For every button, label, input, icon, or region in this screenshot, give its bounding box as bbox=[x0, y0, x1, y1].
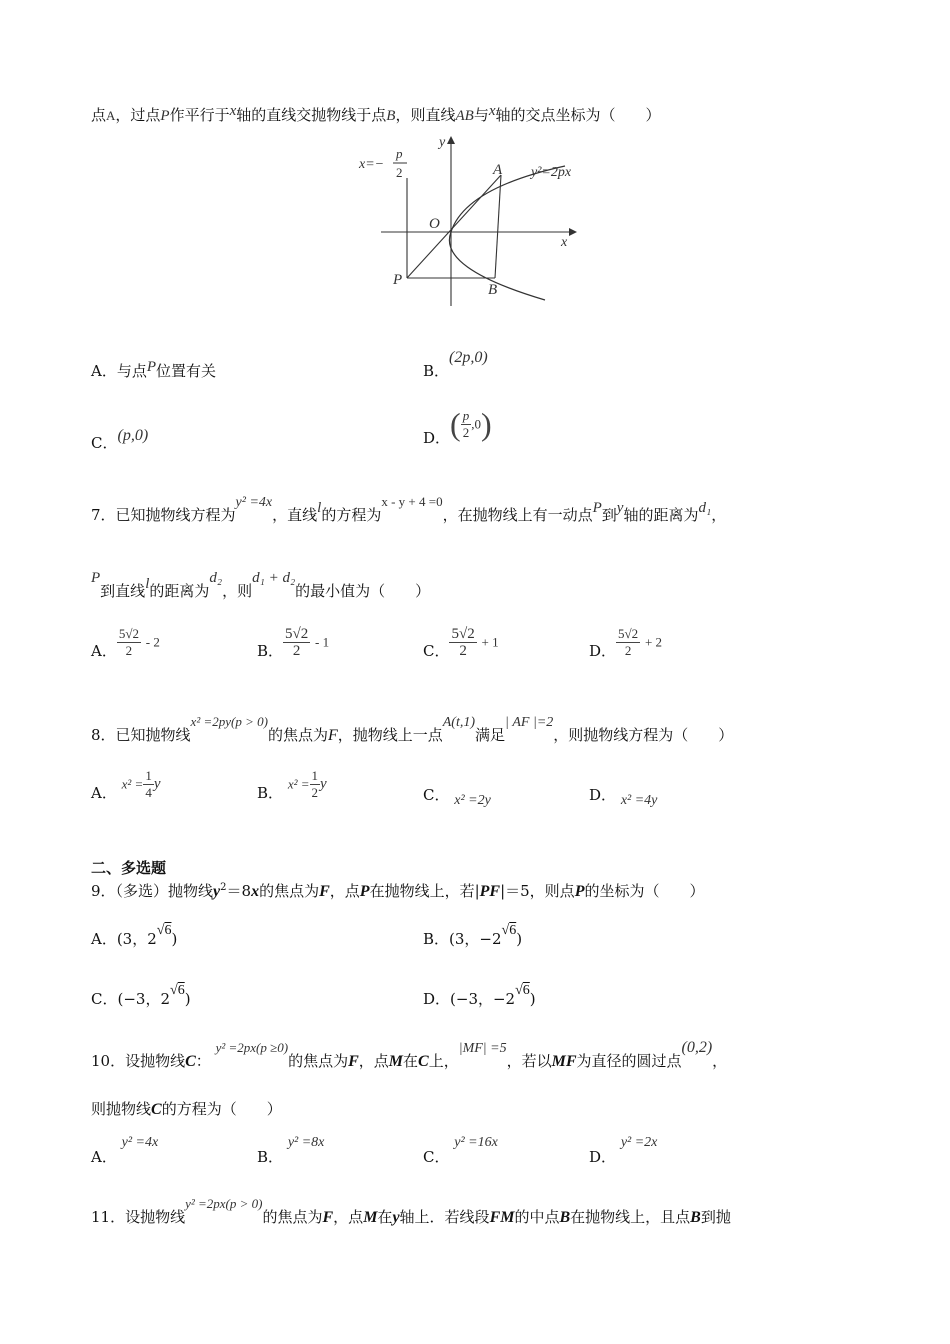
sqrt-radicand: 6 bbox=[164, 923, 172, 938]
directrix-den: 2 bbox=[396, 165, 403, 180]
q9-text: 的焦点为 bbox=[259, 882, 320, 900]
option-close: ) bbox=[171, 930, 178, 948]
option-rhs: y bbox=[153, 776, 161, 792]
q8-option-c[interactable] bbox=[423, 784, 491, 808]
sqrt-radicand: 6 bbox=[522, 983, 530, 998]
q8-text: ，则抛物线方程为（ ） bbox=[553, 726, 734, 744]
q9-option-c[interactable] bbox=[91, 983, 191, 1009]
option-fraction bbox=[616, 626, 640, 659]
x-axis-label: x bbox=[561, 235, 568, 250]
q11-var-y: y bbox=[392, 1209, 400, 1226]
option-label: A． bbox=[91, 784, 117, 802]
y-axis-arrow-icon bbox=[447, 136, 455, 144]
q8-text: 满足 bbox=[475, 726, 506, 744]
q10-point: (0,2) bbox=[681, 1039, 713, 1056]
q11-text: 在抛物线上，且点 bbox=[570, 1208, 691, 1226]
q6-option-b[interactable] bbox=[423, 346, 488, 380]
option-label: D． bbox=[589, 1148, 617, 1166]
option-close: ) bbox=[516, 930, 523, 948]
option-fraction bbox=[143, 768, 154, 801]
option-lhs: x² = bbox=[121, 776, 144, 792]
q7-var-P: P bbox=[592, 500, 602, 516]
option-expr: (2p,0) bbox=[449, 349, 488, 366]
option-label: A． bbox=[91, 362, 117, 380]
q10-option-c[interactable] bbox=[423, 1130, 498, 1166]
option-label: D． bbox=[423, 428, 451, 447]
q8-option-d[interactable] bbox=[589, 784, 658, 808]
option-expr: y² =2x bbox=[620, 1135, 658, 1150]
q11-var-B: B bbox=[559, 1209, 571, 1226]
q10-text: ： bbox=[195, 1052, 211, 1070]
option-label: C． bbox=[423, 786, 450, 804]
q10-option-b[interactable] bbox=[257, 1130, 325, 1166]
q7-text: ， bbox=[711, 506, 727, 524]
q11-stem bbox=[91, 1192, 731, 1226]
q7-text: 的方程为 bbox=[321, 506, 382, 524]
option-label: C． bbox=[91, 434, 118, 452]
q6-var-x: x bbox=[488, 103, 496, 119]
frac-num: 5√2 bbox=[118, 626, 139, 641]
frac-num: 1 bbox=[311, 768, 319, 783]
option-fraction bbox=[461, 408, 472, 441]
q9-text: 的坐标为（ ） bbox=[584, 882, 705, 900]
q9-option-a[interactable] bbox=[91, 923, 178, 949]
q7-text: 的最小值为（ ） bbox=[295, 582, 431, 600]
q11-var-F: F bbox=[322, 1209, 334, 1226]
q10-stem-line2 bbox=[91, 1098, 282, 1119]
sqrt-icon: √6 bbox=[501, 923, 517, 938]
q9-var-P: P bbox=[574, 883, 585, 900]
q6-stem-text: 作平行于 bbox=[169, 106, 230, 124]
q10-text: 的焦点为 bbox=[288, 1052, 349, 1070]
q8-eq: x² =2py(p > 0) bbox=[190, 714, 268, 729]
q10-var-C: C bbox=[185, 1053, 196, 1070]
option-tail: + 1 bbox=[481, 634, 499, 650]
option-fraction bbox=[117, 626, 141, 659]
option-close: ) bbox=[184, 990, 191, 1008]
q9-option-d[interactable] bbox=[423, 983, 536, 1009]
q11-text: ，点 bbox=[333, 1208, 364, 1226]
q11-text: 在 bbox=[377, 1208, 393, 1226]
q11-eq: y² =2px(p > 0) bbox=[185, 1196, 263, 1211]
q8-var-F: F bbox=[327, 727, 338, 744]
option-label: C． bbox=[423, 1148, 450, 1166]
q6-var-A: A bbox=[106, 108, 116, 123]
option-fraction bbox=[310, 768, 321, 801]
q10-var-F: F bbox=[348, 1053, 359, 1070]
option-tail: - 1 bbox=[315, 634, 330, 650]
q7-var-P: P bbox=[91, 570, 101, 586]
frac-num: 5√2 bbox=[285, 626, 309, 642]
q10-stem-line1 bbox=[91, 1036, 728, 1070]
q7-var-l: l bbox=[145, 576, 150, 592]
option-tail: ,0 bbox=[471, 416, 481, 432]
q9-text: 9．（多选）抛物线 bbox=[91, 882, 214, 900]
q10-eq: y² =2px(p ≥0) bbox=[215, 1040, 289, 1055]
q8-text: 8．已知抛物线 bbox=[91, 726, 191, 744]
q11-text: 到抛 bbox=[700, 1208, 731, 1226]
q11-text: 11．设抛物线 bbox=[91, 1208, 186, 1226]
option-close: ) bbox=[529, 990, 536, 1008]
q9-text: ，点 bbox=[329, 882, 360, 900]
option-fraction bbox=[449, 626, 476, 659]
q9-var-PF: PF bbox=[479, 883, 501, 900]
option-var: P bbox=[146, 359, 157, 375]
q10-var-M: M bbox=[388, 1053, 404, 1070]
sqrt-radicand: 6 bbox=[509, 923, 517, 938]
q10-option-d[interactable] bbox=[589, 1130, 658, 1166]
sqrt-icon: √6 bbox=[170, 983, 185, 998]
q7-text: ，在抛物线上有一动点 bbox=[442, 506, 593, 524]
q9-var-x: x bbox=[251, 883, 260, 900]
option-expr: y² =4x bbox=[121, 1135, 159, 1150]
q10-text: 的方程为（ ） bbox=[161, 1100, 282, 1118]
sqrt-icon: √6 bbox=[515, 983, 530, 998]
q10-text: 10．设抛物线 bbox=[91, 1052, 186, 1070]
q8-cond: | AF |=2 bbox=[505, 715, 554, 730]
frac-den: 2 bbox=[624, 643, 632, 658]
q7-option-b[interactable] bbox=[257, 626, 329, 659]
q9-text: |＝5，则点 bbox=[500, 882, 575, 900]
option-expr: y² =16x bbox=[454, 1135, 498, 1150]
q11-text: 的焦点为 bbox=[262, 1208, 323, 1226]
option-tail: - 2 bbox=[145, 634, 160, 650]
frac-den: 2 bbox=[125, 643, 133, 658]
q8-stem bbox=[91, 710, 734, 744]
q11-var-M: M bbox=[363, 1209, 378, 1226]
q10-var-C: C bbox=[418, 1053, 429, 1070]
q8-option-a[interactable] bbox=[91, 768, 161, 801]
q7-eq2: x - y + 4 =0 bbox=[381, 494, 443, 509]
option-label: B．(3，−2 bbox=[423, 930, 502, 948]
q8-text: ，抛物线上一点 bbox=[337, 726, 443, 744]
q11-text: 的中点 bbox=[514, 1208, 560, 1226]
line-PA bbox=[407, 175, 501, 278]
q11-var-B: B bbox=[690, 1209, 701, 1226]
q6-var-AB: AB bbox=[455, 108, 474, 124]
q7-var-d1: d₁ bbox=[698, 500, 712, 516]
q6-stem bbox=[91, 104, 661, 125]
q9-var-F: F bbox=[319, 883, 330, 900]
option-lhs: x² = bbox=[287, 776, 310, 792]
q6-option-a[interactable] bbox=[91, 360, 216, 381]
q7-stem-line1 bbox=[91, 490, 727, 524]
directrix-num: p bbox=[396, 146, 403, 161]
q9-text: ＝8 bbox=[226, 882, 252, 900]
option-label: C． bbox=[423, 642, 450, 660]
q10-text: 上， bbox=[428, 1052, 459, 1070]
point-A-label: A bbox=[493, 162, 503, 178]
q10-var-C: C bbox=[151, 1101, 162, 1118]
frac-den: 4 bbox=[145, 785, 152, 800]
q11-var-FM: FM bbox=[489, 1209, 515, 1226]
q7-text: 到 bbox=[601, 506, 617, 524]
option-label: C．(−3，2 bbox=[91, 990, 170, 1008]
option-text: 与点 bbox=[116, 362, 147, 380]
frac-den: 2 bbox=[462, 425, 470, 440]
q7-option-a[interactable] bbox=[91, 626, 160, 659]
option-label: A． bbox=[91, 1148, 117, 1166]
q7-text: ，直线 bbox=[272, 506, 318, 524]
frac-den: 2 bbox=[311, 785, 319, 800]
parabola-diagram bbox=[355, 128, 595, 313]
option-expr: x² =4y bbox=[620, 793, 658, 808]
q6-stem-text: ，过点 bbox=[115, 106, 161, 124]
q8-option-b[interactable] bbox=[257, 768, 327, 801]
option-text: 位置有关 bbox=[156, 362, 217, 380]
q7-stem-line2 bbox=[91, 566, 431, 600]
sqrt-radicand: 6 bbox=[177, 983, 185, 998]
frac-num: p bbox=[462, 408, 470, 423]
option-label: B． bbox=[257, 1148, 284, 1166]
q6-stem-text: 轴的交点坐标为（ ） bbox=[495, 106, 661, 124]
q7-var-l: l bbox=[317, 500, 322, 516]
q7-eq1: y² =4x bbox=[235, 495, 273, 510]
section-title: 二、多选题 bbox=[91, 859, 167, 877]
q9-var-y: y bbox=[213, 883, 221, 900]
option-label: D． bbox=[589, 786, 617, 804]
q6-var-B: B bbox=[386, 108, 396, 124]
paren-right-icon: ) bbox=[480, 406, 492, 442]
q9-text: 在抛物线上，若| bbox=[369, 882, 480, 900]
option-label: D． bbox=[589, 642, 617, 660]
option-tail: + 2 bbox=[644, 634, 663, 650]
paren-left-icon: ( bbox=[450, 406, 461, 442]
q10-var-MF: MF bbox=[551, 1053, 577, 1070]
q9-stem bbox=[91, 880, 704, 901]
option-expr: (p,0) bbox=[117, 427, 149, 444]
q10-option-a[interactable] bbox=[91, 1130, 159, 1166]
q7-sum: d₁ + d₂ bbox=[252, 570, 296, 586]
frac-den: 2 bbox=[292, 643, 301, 659]
curve-label: y²=2px bbox=[531, 165, 572, 180]
q9-option-b[interactable] bbox=[423, 923, 523, 949]
directrix-label: x=− bbox=[359, 157, 385, 172]
option-label: D．(−3，−2 bbox=[423, 990, 516, 1008]
point-P-label: P bbox=[393, 272, 403, 288]
q6-stem-text: 点 bbox=[91, 106, 107, 124]
q8-point: A(t,1) bbox=[442, 715, 476, 730]
q6-stem-text: ，则直线 bbox=[395, 106, 456, 124]
q7-option-d[interactable] bbox=[589, 626, 662, 659]
q7-text: 7．已知抛物线方程为 bbox=[91, 506, 236, 524]
frac-num: 5√2 bbox=[451, 626, 475, 642]
option-label: B． bbox=[423, 362, 450, 380]
q7-text: 的距离为 bbox=[149, 582, 210, 600]
frac-num: 5√2 bbox=[618, 626, 639, 641]
q7-text: 轴的距离为 bbox=[623, 506, 699, 524]
q10-cond: |MF| =5 bbox=[458, 1041, 507, 1056]
x-axis-arrow-icon bbox=[569, 228, 577, 236]
q6-var-x: x bbox=[229, 103, 237, 119]
origin-label: O bbox=[429, 216, 440, 232]
q8-text: 的焦点为 bbox=[267, 726, 328, 744]
q11-text: 轴上．若线段 bbox=[399, 1208, 490, 1226]
option-label: B． bbox=[257, 642, 284, 660]
option-label: A．(3，2 bbox=[91, 930, 157, 948]
q6-option-d[interactable] bbox=[423, 406, 492, 447]
q10-text: ，若以 bbox=[506, 1052, 552, 1070]
option-expr: x² =2y bbox=[454, 793, 491, 808]
point-B-label: B bbox=[488, 282, 498, 298]
q10-text: 为直径的圆过点 bbox=[576, 1052, 682, 1070]
q7-option-c[interactable] bbox=[423, 626, 499, 659]
q10-text: 在 bbox=[403, 1052, 419, 1070]
q10-text: ，点 bbox=[358, 1052, 389, 1070]
sqrt-icon: √6 bbox=[156, 923, 172, 938]
q7-var-d2: d₂ bbox=[209, 570, 223, 586]
q7-text: ，则 bbox=[222, 582, 253, 600]
option-label: A． bbox=[91, 642, 117, 660]
option-fraction bbox=[283, 626, 310, 659]
option-rhs: y bbox=[320, 776, 327, 792]
q10-text: ， bbox=[712, 1052, 728, 1070]
option-label: B． bbox=[257, 784, 284, 802]
q9-sup: 2 bbox=[220, 882, 227, 893]
q10-text: 则抛物线 bbox=[91, 1100, 152, 1118]
q6-var-P: P bbox=[160, 108, 170, 124]
parabola-curve bbox=[449, 166, 565, 300]
frac-den: 2 bbox=[459, 643, 467, 659]
q6-stem-text: 与 bbox=[473, 106, 489, 124]
y-axis-label: y bbox=[439, 135, 446, 150]
q6-option-c[interactable] bbox=[91, 424, 149, 452]
parabola-figure bbox=[355, 128, 595, 313]
q9-var-P: P bbox=[359, 883, 370, 900]
q7-text: 到直线 bbox=[100, 582, 146, 600]
option-expr: y² =8x bbox=[287, 1135, 325, 1150]
line-AB bbox=[495, 175, 501, 278]
frac-num: 1 bbox=[145, 768, 152, 783]
q7-var-y: y bbox=[616, 500, 624, 516]
q6-stem-text: 轴的直线交抛物线于点 bbox=[236, 106, 387, 124]
